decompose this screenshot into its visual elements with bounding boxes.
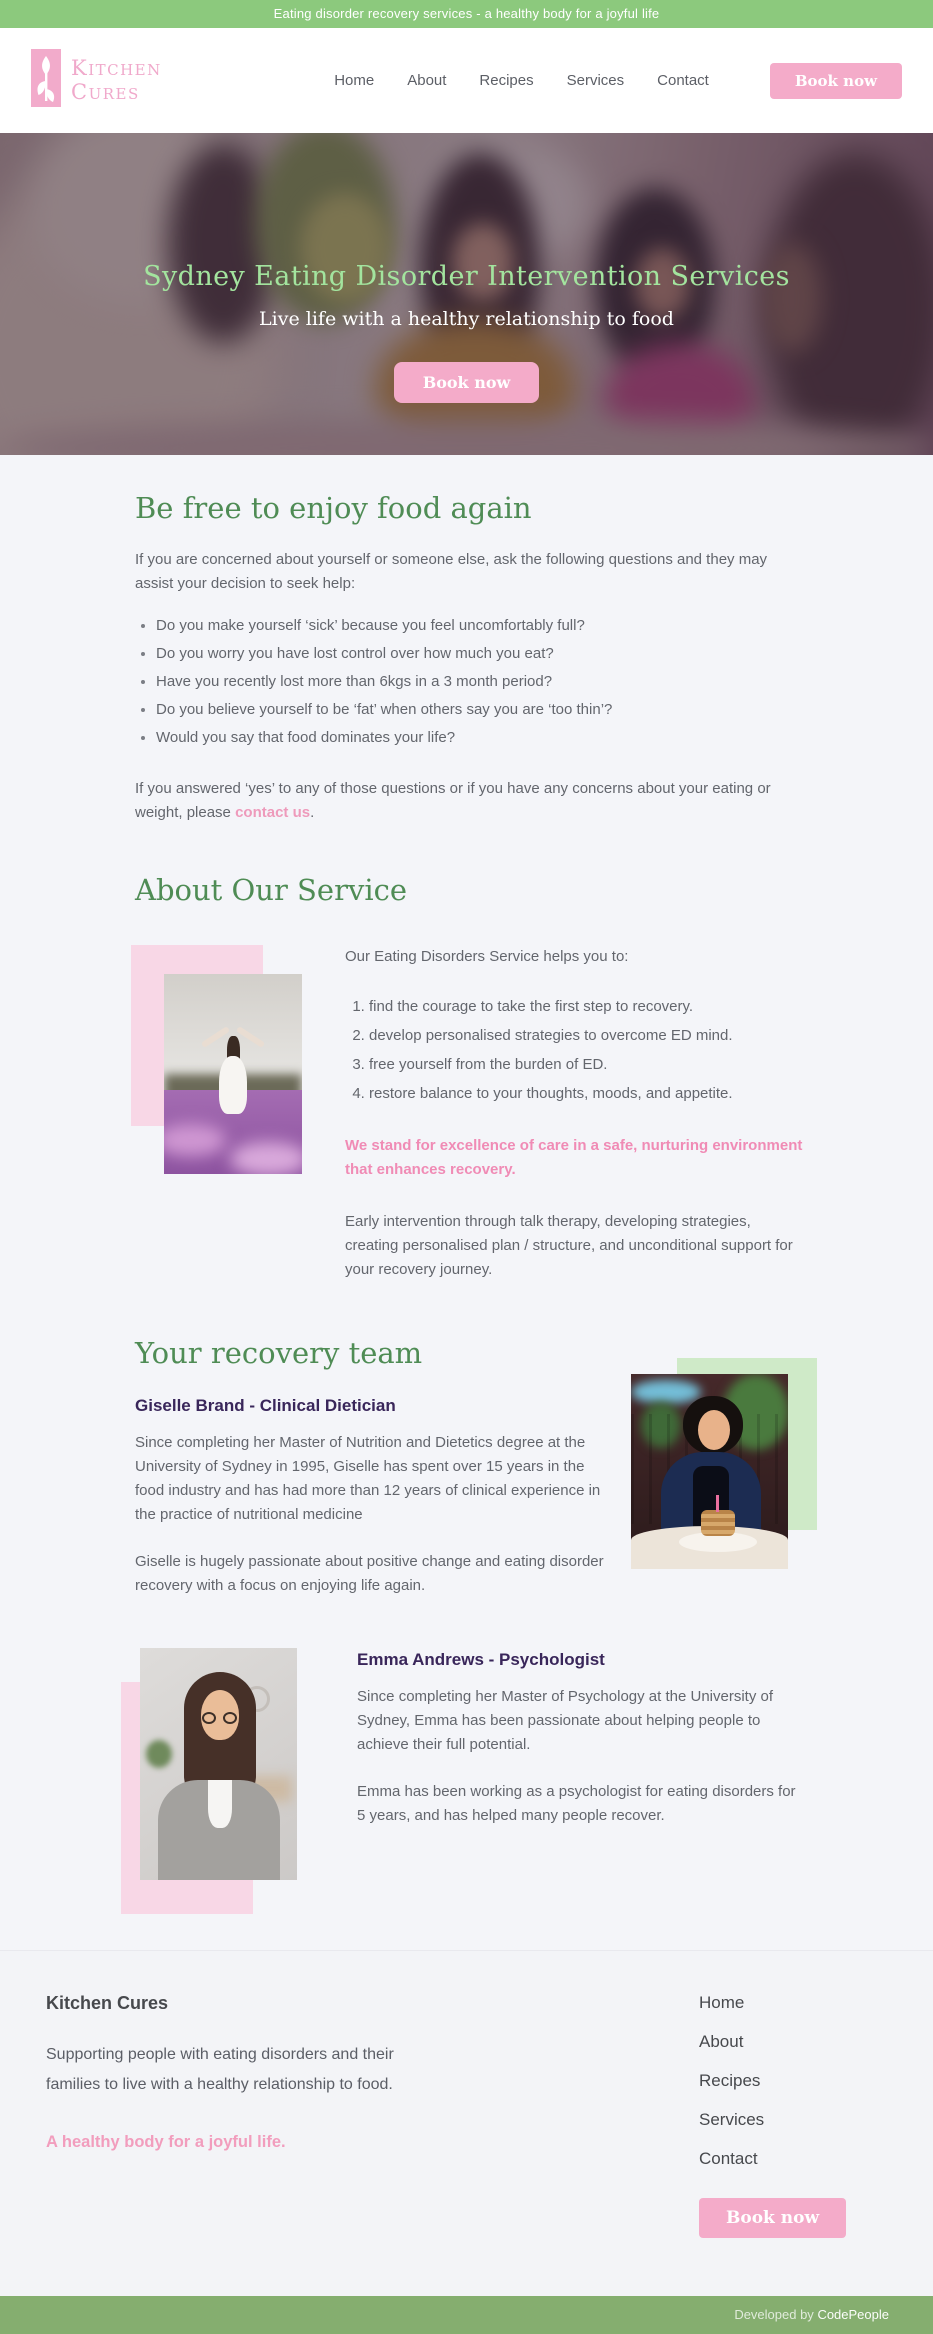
member-name: Emma Andrews - Psychologist [357, 1650, 605, 1669]
section-about [135, 873, 817, 1282]
questions-intro: If you are concerned about yourself or someone else, ask the following questions and they may assist your decision to seek help: [135, 551, 768, 592]
photo-shape [716, 1495, 719, 1512]
about-grid [135, 945, 817, 1282]
hero-subtitle: Live life with a healthy relationship to food [259, 308, 674, 330]
nav-item-services[interactable]: Services [566, 72, 625, 89]
about-media [131, 945, 303, 1177]
footer-link-about[interactable]: About [699, 2032, 744, 2051]
section-questions [135, 455, 817, 825]
footer-tagline: Supporting people with eating disorders and their families to live with a healthy relationship to food. [46, 2046, 394, 2093]
photo-shape [208, 1780, 232, 1828]
hero-section [0, 133, 933, 455]
member-name: Giselle Brand - Clinical Dietician [135, 1396, 396, 1415]
lavender-field-photo [164, 974, 302, 1174]
photo-shape [631, 1380, 701, 1404]
book-now-button-footer[interactable]: Book now [699, 2198, 846, 2238]
giselle-photo [631, 1374, 788, 1569]
footer-link-home[interactable]: Home [699, 1993, 745, 2012]
photo-shape [219, 1056, 247, 1114]
member-bio: Emma has been working as a psychologist for eating disorders for 5 years, and has helped many people recover. [357, 1783, 796, 1824]
about-item: 2. develop personalised strategies to overcome ED mind. [369, 1024, 805, 1048]
footer-link-contact[interactable]: Contact [699, 2149, 758, 2168]
footer-link-services[interactable]: Services [699, 2110, 765, 2129]
about-item: 4. restore balance to your thoughts, moods, and appetite. [369, 1082, 805, 1106]
about-list [369, 995, 805, 1106]
question-item: • Do you make yourself ‘sick’ because you feel uncomfortably full? [156, 614, 817, 638]
brand-name-line1: Kitchen [71, 55, 162, 80]
member-text [357, 1648, 805, 1916]
announcement-bar [0, 0, 933, 28]
team-heading: Your recovery team [135, 1336, 423, 1370]
photo-shape [223, 1712, 237, 1724]
about-item: 3. free yourself from the burden of ED. [369, 1053, 805, 1077]
about-item: 1. find the courage to take the first step to recovery. [369, 995, 805, 1019]
questions-list [156, 614, 817, 750]
nav-item-home[interactable]: Home [334, 72, 375, 89]
announcement-text: Eating disorder recovery services - a healthy body for a joyful life [273, 6, 660, 21]
book-now-button-hero[interactable]: Book now [394, 362, 540, 403]
question-item: • Would you say that food dominates your life? [156, 726, 817, 750]
photo-shape [701, 1510, 735, 1536]
footer-right [699, 1993, 887, 2238]
member-media [121, 1648, 301, 1916]
book-now-button-header[interactable]: Book now [770, 63, 902, 99]
section-team [135, 1336, 817, 1916]
credit-link[interactable]: CodePeople [817, 2307, 889, 2322]
about-highlight: We stand for excellence of care in a safe, nurturing environment that enhances recovery. [345, 1137, 803, 1178]
hero-title: Sydney Eating Disorder Intervention Services [143, 261, 790, 292]
questions-heading: Be free to enjoy food again [135, 491, 532, 525]
about-outro: Early intervention through talk therapy, developing strategies, creating personalised plan / structure, and unconditional support for your recovery journey. [345, 1213, 793, 1278]
member-text [135, 1384, 605, 1598]
nav-item-about[interactable]: About [407, 72, 447, 89]
footer-link-recipes[interactable]: Recipes [699, 2071, 761, 2090]
footer [0, 1950, 933, 2296]
brand-name [71, 57, 162, 104]
about-text [345, 945, 805, 1282]
nav-item-recipes[interactable]: Recipes [479, 72, 534, 89]
tulip-logo-icon [31, 49, 61, 112]
team-member-emma [135, 1648, 817, 1916]
member-bio: Giselle is hugely passionate about positive change and eating disorder recovery with a focus on enjoying life again. [135, 1553, 604, 1594]
about-heading: About Our Service [135, 873, 408, 907]
question-item: • Have you recently lost more than 6kgs in a 3 month period? [156, 670, 817, 694]
nav-item-contact[interactable]: Contact [657, 72, 709, 89]
emma-photo [140, 1648, 297, 1880]
brand-name-line2: Cures [71, 79, 140, 104]
main-content [0, 455, 933, 1950]
team-member-giselle [135, 1384, 817, 1598]
credit-bar [0, 2296, 933, 2334]
questions-outro-text: If you answered ‘yes’ to any of those questions or if you have any concerns about your eating or weight, please [135, 780, 771, 821]
contact-us-link[interactable]: contact us [235, 804, 311, 821]
footer-left [46, 1993, 466, 2238]
questions-outro [135, 777, 795, 825]
about-intro: Our Eating Disorders Service helps you to: [345, 948, 629, 965]
main-nav [334, 63, 902, 99]
footer-links [699, 1993, 887, 2169]
photo-shape [698, 1410, 730, 1450]
footer-motto: A healthy body for a joyful life. [46, 2133, 286, 2152]
member-media [631, 1358, 817, 1570]
credit-prefix: Developed by [734, 2307, 818, 2322]
member-bio: Since completing her Master of Psychology at the University of Sydney, Emma has been passionate about helping people to achieve their full potential. [357, 1688, 774, 1753]
photo-shape [230, 1142, 302, 1174]
photo-shape [146, 1740, 172, 1768]
footer-brand: Kitchen Cures [46, 1993, 169, 2013]
hero-content [0, 133, 933, 403]
photo-shape [202, 1712, 216, 1724]
header [0, 28, 933, 133]
brand-logo[interactable] [31, 49, 162, 112]
member-bio: Since completing her Master of Nutrition and Dietetics degree at the University of Sydney in 1995, Giselle has spent over 15 years in the food industry and has had more than 12 years of clinical experience in the practice of nutritional medicine [135, 1434, 601, 1523]
questions-outro-period: . [310, 804, 315, 821]
question-item: • Do you worry you have lost control over how much you eat? [156, 642, 817, 666]
question-item: • Do you believe yourself to be ‘fat’ when others say you are ‘too thin’? [156, 698, 817, 722]
